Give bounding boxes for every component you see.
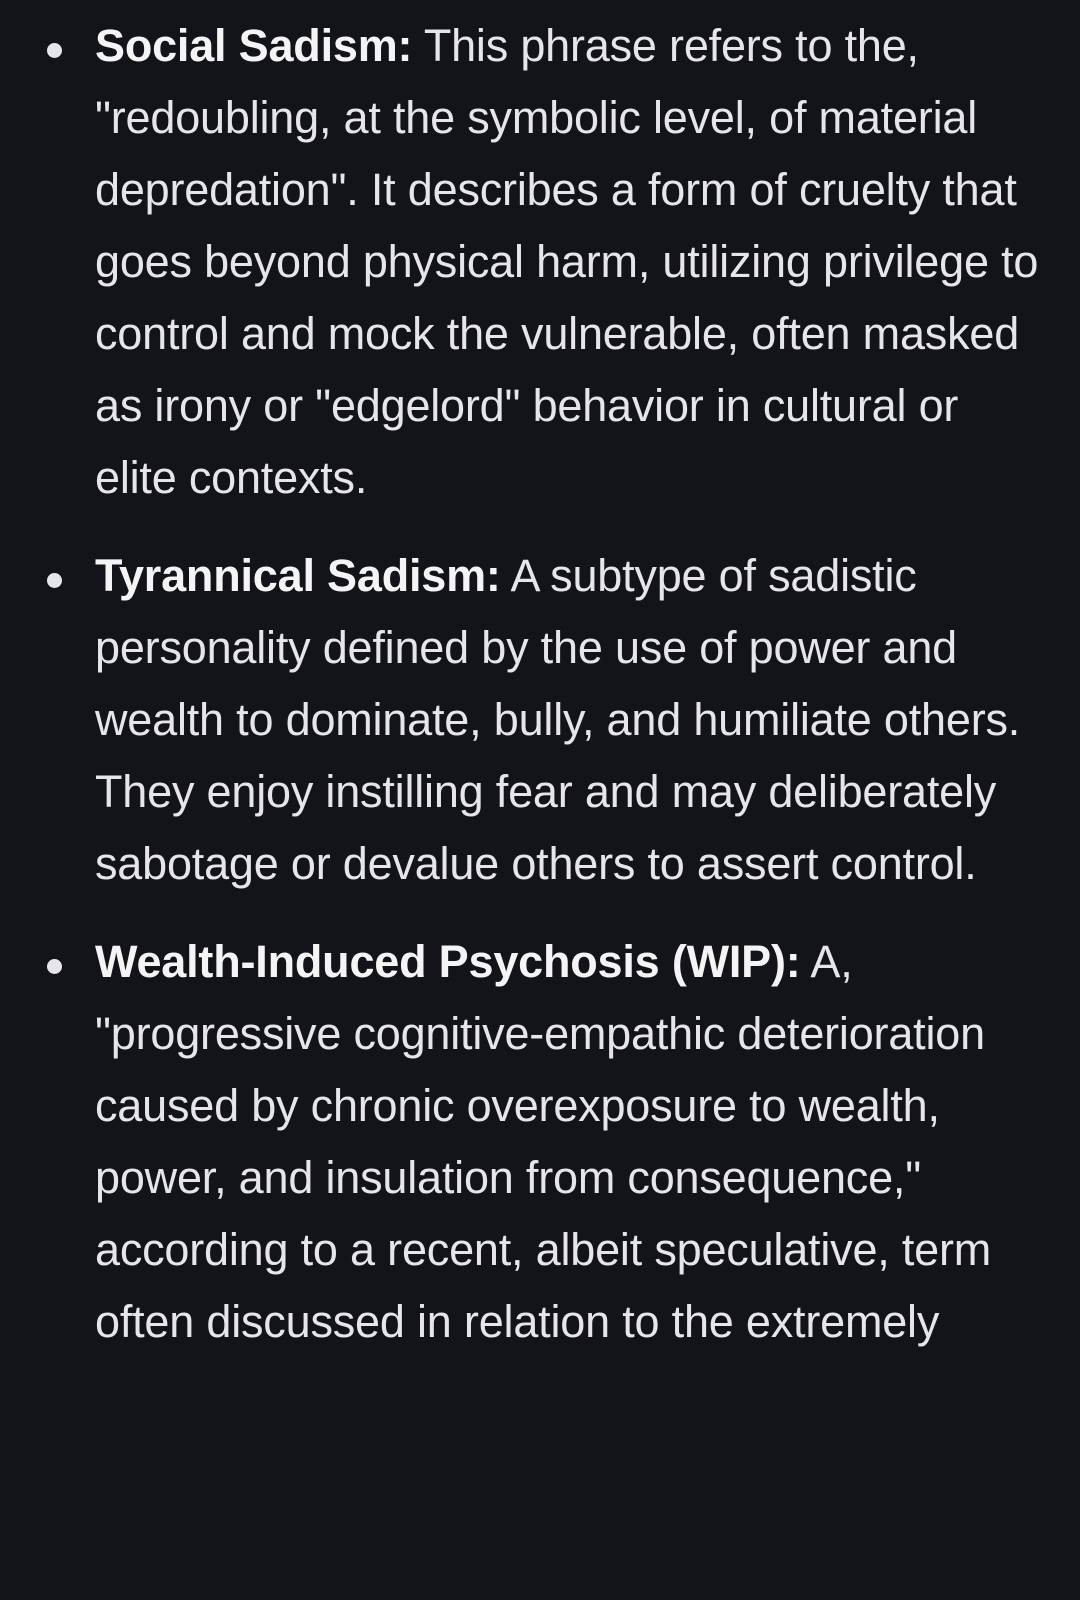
bullet-icon (47, 959, 62, 974)
term-label: Wealth-Induced Psychosis (WIP): (95, 936, 801, 987)
list-item-tyrannical-sadism (0, 540, 1080, 900)
definition-text: This phrase refers to the, "redoubling, at the symbolic level, of material depredation". It describes a form of cruelty that goes beyond physical harm, utilizing privilege to control and mock the vulnerable, often masked as irony or "edgelord" behavior in cultural or elite contexts. (95, 20, 1039, 503)
bullet-list (0, 10, 1080, 1358)
definition-text: A, "progressive cognitive-empathic deterioration caused by chronic overexposure to wealth, power, and insulation from consequence," according to a recent, albeit speculative, term often discussed in relation to the extremely (95, 936, 992, 1347)
term-label: Social Sadism: (95, 20, 413, 71)
bullet-icon (47, 43, 62, 58)
definition-text: A subtype of sadistic personality defined by the use of power and wealth to dominate, bully, and humiliate others. They enjoy instilling fear and may deliberately sabotage or devalue others to assert control. (95, 550, 1021, 889)
list-item-wealth-induced-psychosis (0, 926, 1080, 1358)
bullet-icon (47, 573, 62, 588)
term-label: Tyrannical Sadism: (95, 550, 501, 601)
list-item-social-sadism (0, 10, 1080, 514)
